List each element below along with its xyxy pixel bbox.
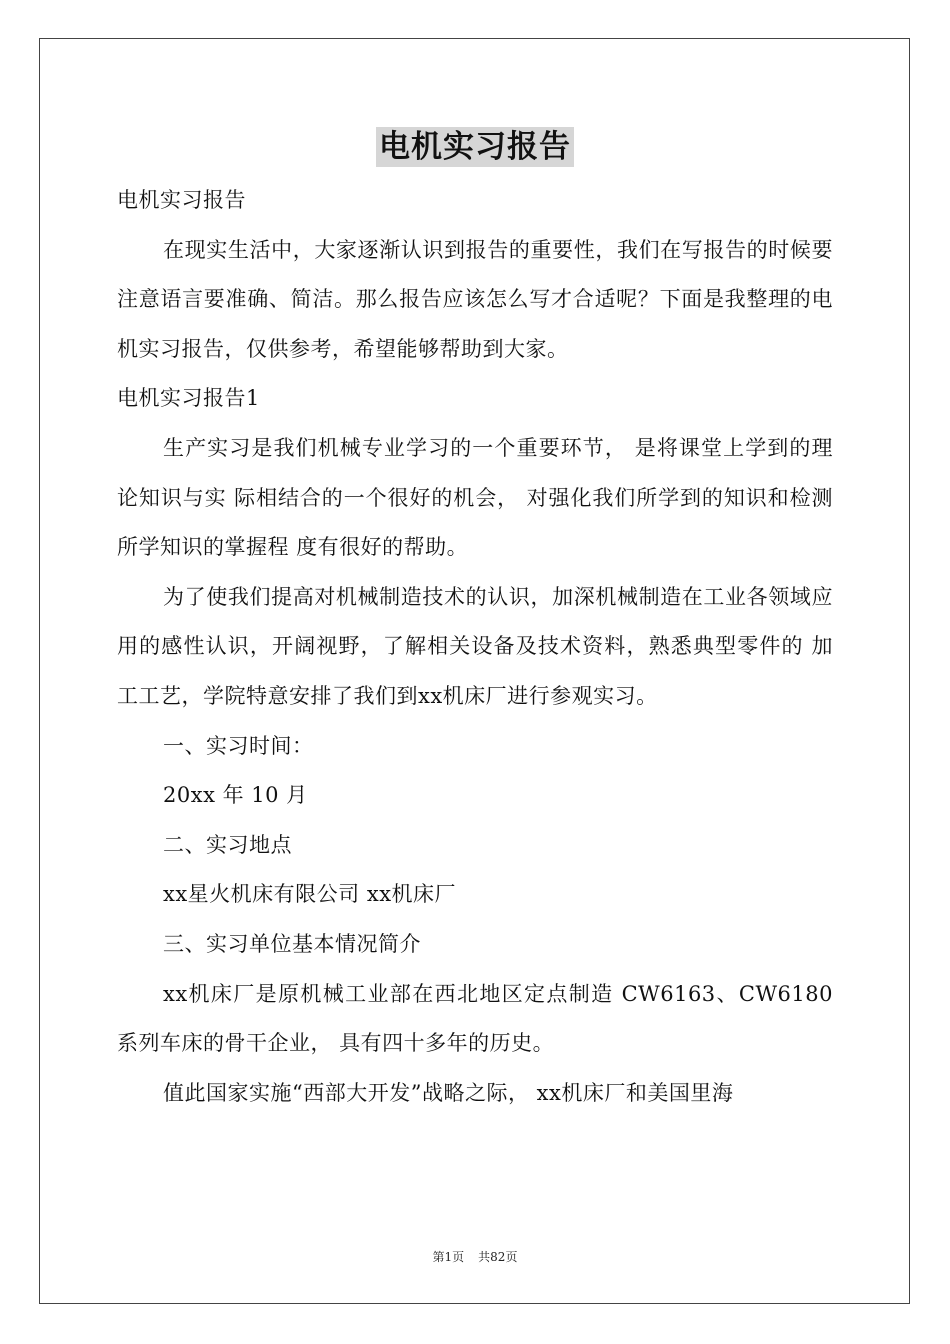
page-number: 第1页 xyxy=(432,1250,465,1264)
heading-internship-time: 一、实习时间： xyxy=(163,733,314,758)
document-title: 电机实习报告 xyxy=(376,127,574,167)
paragraph-intro: 在现实生活中，大家逐渐认识到报告的重要性，我们在写报告的时候要注意语言要准确、简洁。那么报告应该怎么写才合适呢？下面是我整理的电机实习报告，仅供参考，希望能够帮助到大家。 xyxy=(117,237,833,361)
heading-unit-overview: 三、实习单位基本情况简介 xyxy=(163,931,421,956)
page-total: 共82页 xyxy=(478,1250,518,1264)
paragraph-practice-intro: 生产实习是我们机械专业学习的一个重要环节， 是将课堂上学到的理论知识与实 际相结合的一个很好的机会， 对强化我们所学到的知识和检测所学知识的掌握程 度有很好的帮助。 xyxy=(117,435,833,560)
paragraph-unit-history: xx机床厂是原机械工业部在西北地区定点制造 CW6163、CW6180 系列车床的骨干企业， 具有四十多年的历史。 xyxy=(117,981,833,1056)
paragraph-purpose: 为了使我们提高对机械制造技术的认识，加深机械制造在工业各领域应用的感性认识，开阔视野，了解相关设备及技术资料，熟悉典型零件的 加工工艺，学院特意安排了我们到xx机床厂进行参观实习。 xyxy=(117,584,833,708)
document-body xyxy=(117,176,833,1118)
heading-internship-location: 二、实习地点 xyxy=(163,832,292,857)
title-container xyxy=(0,127,950,167)
paragraph-internship-date: 20xx 年 10 月 xyxy=(163,783,308,808)
paragraph-subtitle: 电机实习报告 xyxy=(117,188,246,212)
paragraph-internship-company: xx星火机床有限公司 xx机床厂 xyxy=(163,882,457,907)
page-footer xyxy=(0,1249,950,1265)
paragraph-section-heading: 电机实习报告1 xyxy=(117,386,260,411)
paragraph-development: 值此国家实施“西部大开发”战略之际， xx机床厂和美国里海 xyxy=(163,1080,734,1105)
